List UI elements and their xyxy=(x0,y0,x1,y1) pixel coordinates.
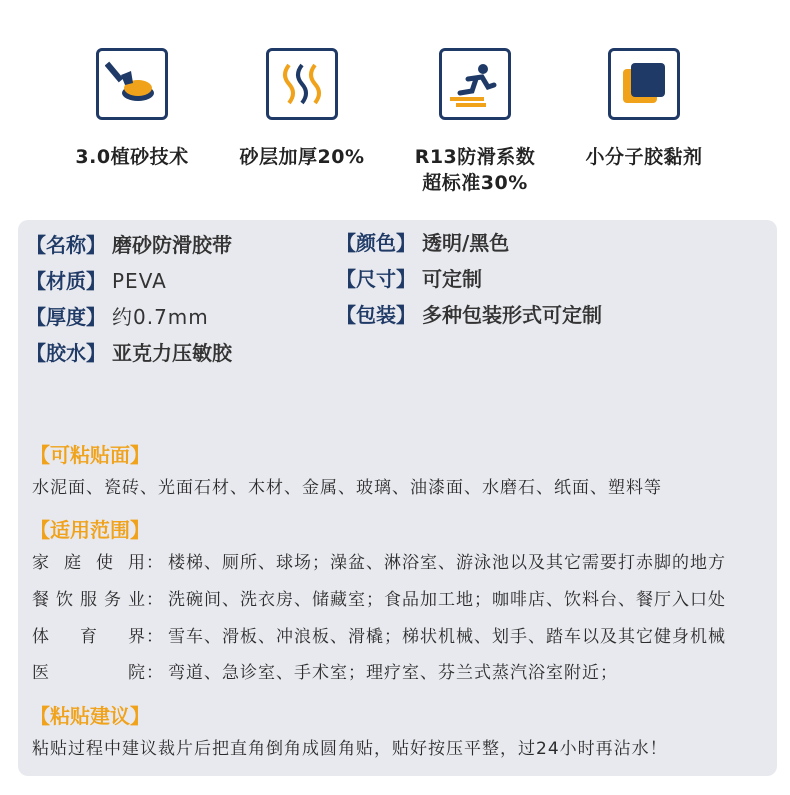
spec-key: 【名称】 xyxy=(26,233,106,257)
feature-adhesive xyxy=(554,48,734,170)
spec-color xyxy=(336,226,509,260)
application-text: 洗碗间、洗衣房、储藏室；食品加工地；咖啡店、饮料台、餐厅入口处 xyxy=(168,590,726,610)
spec-key: 【厚度】 xyxy=(26,305,106,329)
application-text: 雪车、滑板、冲浪板、滑橇；梯状机械、划手、踏车以及其它健身机械 xyxy=(168,627,726,647)
section-title-applications: 【适用范围】 xyxy=(30,518,150,542)
spec-key: 【尺寸】 xyxy=(336,267,416,291)
spec-packaging xyxy=(336,298,602,332)
feature-label: 小分子胶黏剂 xyxy=(585,146,703,168)
application-category: 医院 xyxy=(32,663,146,683)
application-row: 体育界： 雪车、滑板、冲浪板、滑橇；梯状机械、划手、踏车以及其它健身机械 xyxy=(32,624,726,650)
sand-brush-icon xyxy=(96,48,168,120)
spec-name xyxy=(26,228,232,262)
section-title-advice: 【粘贴建议】 xyxy=(30,704,150,728)
spec-glue xyxy=(26,336,232,370)
spec-value: PEVA xyxy=(112,269,167,293)
advice-text: 粘贴过程中建议裁片后把直角倒角成圆角贴，贴好按压平整，过24小时再沾水！ xyxy=(32,739,668,759)
feature-label-line1: R13防滑系数 xyxy=(414,146,536,168)
application-row: 家庭使用： 楼梯、厕所、球场；澡盆、淋浴室、游泳池以及其它需要打赤脚的地方 xyxy=(32,550,726,576)
spec-value: 可定制 xyxy=(422,267,482,291)
application-category: 餐饮服务业 xyxy=(32,590,146,610)
slipping-person-icon xyxy=(439,48,511,120)
feature-label xyxy=(385,144,565,196)
spec-material xyxy=(26,264,167,298)
application-category: 家庭使用 xyxy=(32,553,146,573)
application-text: 弯道、急诊室、手术室；理疗室、芬兰式蒸汽浴室附近； xyxy=(168,663,618,683)
spec-value: 磨砂防滑胶带 xyxy=(112,233,232,257)
application-text: 楼梯、厕所、球场；澡盆、淋浴室、游泳池以及其它需要打赤脚的地方 xyxy=(168,553,726,573)
spec-value: 亚克力压敏胶 xyxy=(112,341,232,365)
heat-waves-icon xyxy=(266,48,338,120)
surfaces-text: 水泥面、瓷砖、光面石材、木材、金属、玻璃、油漆面、水磨石、纸面、塑料等 xyxy=(32,478,662,498)
spec-thickness xyxy=(26,300,209,334)
feature-sand-technology xyxy=(42,48,222,170)
spec-size xyxy=(336,262,482,296)
spec-value: 约0.7mm xyxy=(112,305,209,329)
stacked-layers-icon xyxy=(608,48,680,120)
feature-label: 3.0植砂技术 xyxy=(75,146,189,168)
feature-label-line2: 超标准30% xyxy=(422,172,528,194)
spec-key: 【颜色】 xyxy=(336,231,416,255)
feature-label: 砂层加厚20% xyxy=(239,146,365,168)
application-row: 餐饮服务业： 洗碗间、洗衣房、储藏室；食品加工地；咖啡店、饮料台、餐厅入口处 xyxy=(32,587,726,613)
application-row: 医院： 弯道、急诊室、手术室；理疗室、芬兰式蒸汽浴室附近； xyxy=(32,660,618,686)
spec-key: 【包装】 xyxy=(336,303,416,327)
spec-value: 透明/黑色 xyxy=(422,231,510,255)
spec-key: 【材质】 xyxy=(26,269,106,293)
section-title-surfaces: 【可粘贴面】 xyxy=(30,443,150,467)
spec-value: 多种包装形式可定制 xyxy=(422,303,602,327)
feature-anti-slip xyxy=(385,48,565,196)
spec-panel xyxy=(18,220,777,776)
feature-row xyxy=(0,0,790,215)
application-category: 体育界 xyxy=(32,627,146,647)
spec-key: 【胶水】 xyxy=(26,341,106,365)
feature-thicker-sand xyxy=(212,48,392,170)
